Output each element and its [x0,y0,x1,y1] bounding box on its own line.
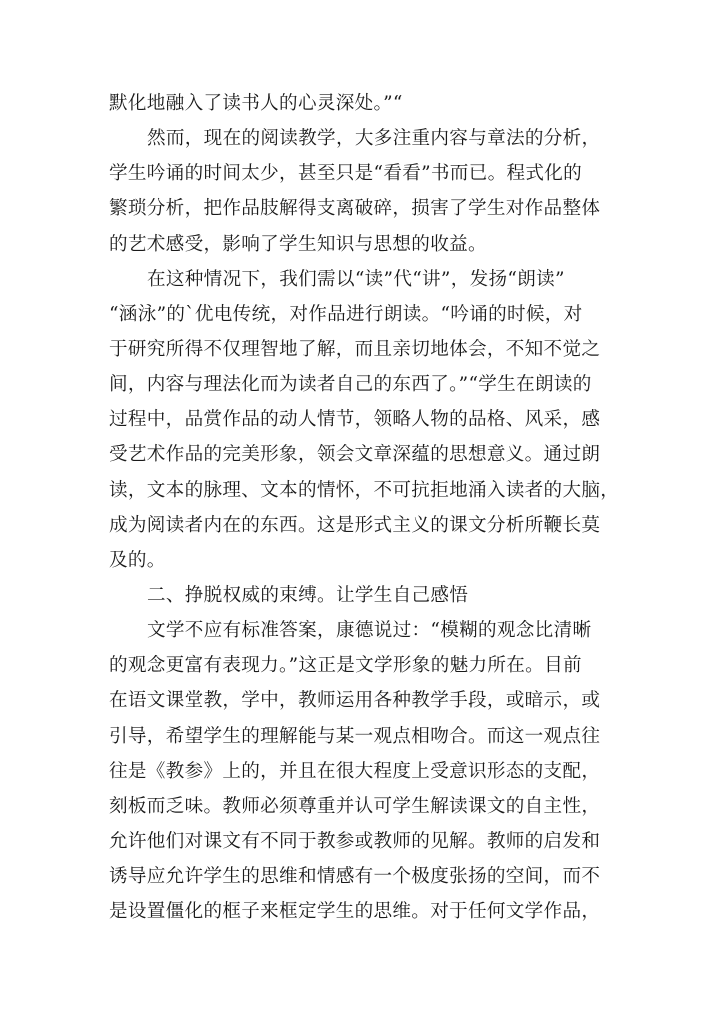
text-line: 文学不应有标准答案，康德说过：“模糊的观念比清晰 [147,620,592,642]
text-line: 间，内容与理法化而为读者自己的东西了。”“学生在朗读的 [109,374,592,396]
text-line: 然而，现在的阅读教学，大多注重内容与章法的分析， [147,128,601,150]
text-line: 繁琐分析，把作品肢解得支离破碎，损害了学生对作品整体 [109,198,601,220]
text-line: 在语文课堂教，学中，教师运用各种教学手段，或暗示，或 [109,690,601,712]
text-line: 受艺术作品的完美形象，领会文章深蕴的思想意义。通过朗 [109,444,601,466]
text-line: 及的。 [109,549,166,571]
text-line: 允许他们对课文有不同于教参或教师的见解。教师的启发和 [109,830,601,852]
body-text [109,86,619,929]
text-line: 是设置僵化的框子来框定学生的思维。对于任何文学作品， [109,901,601,923]
text-line: 默化地融入了读书人的心灵深处。”“ [109,93,403,114]
text-line: 诱导应允许学生的思维和情感有一个极度张扬的空间，而不 [109,866,601,888]
text-line: 学生吟诵的时间太少，甚至只是“看看”书而已。程式化的 [109,163,583,185]
text-line: 二、挣脱权威的束缚。让学生自己感悟 [147,584,469,606]
text-line: 于研究所得不仅理智地了解，而且亲切地体会，不知不觉之 [109,338,601,360]
text-line: 往是《教参》上的，并且在很大程度上受意识形态的支配， [109,760,601,782]
text-line: “涵泳”的`优电传统，对作品进行朗读。“吟诵的时候，对 [109,303,583,325]
text-line: 读，文本的脉理、文本的情怀，不可抗拒地涌入读者的大脑， [109,479,620,501]
text-line: 的观念更富有表现力。”这正是文学形象的魅力所在。目前 [109,655,582,677]
text-line: 的艺术感受，影响了学生知识与思想的收益。 [109,233,487,255]
text-line: 引导，希望学生的理解能与某一观点相吻合。而这一观点往 [109,725,601,747]
text-line: 在这种情况下，我们需以“读”代“讲”，发扬“朗读” [147,268,565,290]
text-line: 刻板而乏味。教师必须尊重并认可学生解读课文的自主性， [109,795,601,817]
text-line: 过程中，品赏作品的动人情节，领略人物的品格、风采，感 [109,409,601,431]
text-line: 成为阅读者内在的东西。这是形式主义的课文分析所鞭长莫 [109,514,601,536]
